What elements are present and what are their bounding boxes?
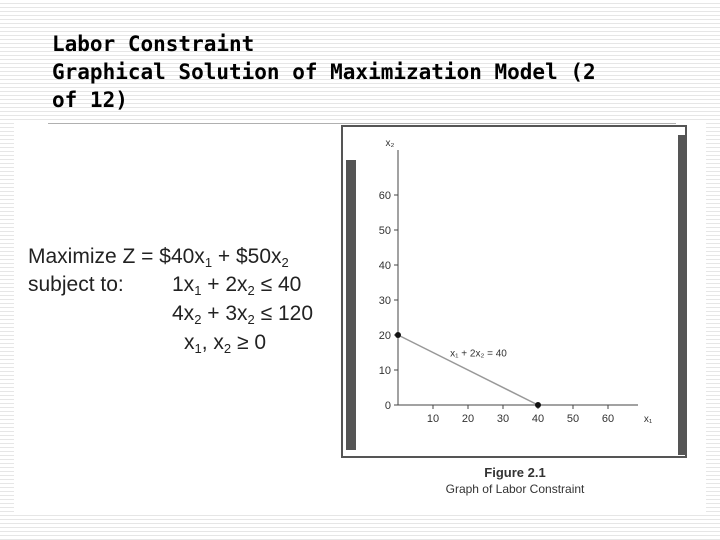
subject-to-label: subject to: xyxy=(28,273,124,296)
y-tick-label: 40 xyxy=(378,260,391,272)
c2-rhs: ≤ 120 xyxy=(260,302,314,325)
nn-rhs: ≥ 0 xyxy=(236,331,267,354)
c1-sub-1: 1 xyxy=(194,283,202,298)
figure-caption-text: Graph of Labor Constraint xyxy=(445,482,585,496)
y-tick-label: 60 xyxy=(378,190,391,202)
objective-text-b: + $50x xyxy=(212,245,282,268)
figure-caption-title: Figure 2.1 xyxy=(484,465,546,480)
y-tick-label: 0 xyxy=(384,400,391,412)
x-axis-label: x₁ xyxy=(643,414,653,425)
x-tick-label: 30 xyxy=(496,413,510,425)
x-tick-label: 10 xyxy=(426,413,440,425)
nn-sub-2: 2 xyxy=(223,341,232,356)
title-line-1: Labor Constraint xyxy=(52,32,255,56)
c1-text-b: + 2x xyxy=(201,273,248,296)
x-tick-label: 60 xyxy=(601,413,615,425)
x-tick-label: 20 xyxy=(461,413,475,425)
title-line-2: Graphical Solution of Maximization Model (2 xyxy=(52,60,596,84)
c2-sub-2: 2 xyxy=(247,312,255,327)
title-line-3: of 12) xyxy=(52,88,128,112)
c1-rhs: ≤ 40 xyxy=(260,273,302,296)
y-tick-label: 10 xyxy=(378,365,391,377)
x-tick-label: 50 xyxy=(566,413,580,425)
intercept-point xyxy=(535,402,541,408)
nn-text-a: x xyxy=(184,331,195,354)
y-tick-label: 50 xyxy=(378,225,391,237)
y-axis-label: x₂ xyxy=(385,138,395,149)
nn-text-b: , x xyxy=(201,331,224,354)
y-tick-label: 20 xyxy=(378,330,391,342)
objective-sub-1: 1 xyxy=(204,255,213,270)
c2-text-b: + 3x xyxy=(201,302,248,325)
intercept-point xyxy=(395,332,401,338)
objective-sub-2: 2 xyxy=(281,255,289,270)
c1-text-a: 1x xyxy=(172,273,195,296)
y-tick-label: 30 xyxy=(378,295,391,307)
c1-sub-2: 2 xyxy=(247,283,255,298)
objective-text-a: Maximize Z = $40x xyxy=(28,245,205,268)
c2-text-a: 4x xyxy=(172,302,195,325)
c2-sub-1: 2 xyxy=(194,312,202,327)
x-tick-label: 40 xyxy=(531,413,545,425)
nn-sub-1: 1 xyxy=(194,341,202,356)
constraint-equation-label: x₁ + 2x₂ = 40 xyxy=(450,348,507,360)
constraint-line xyxy=(398,335,538,405)
